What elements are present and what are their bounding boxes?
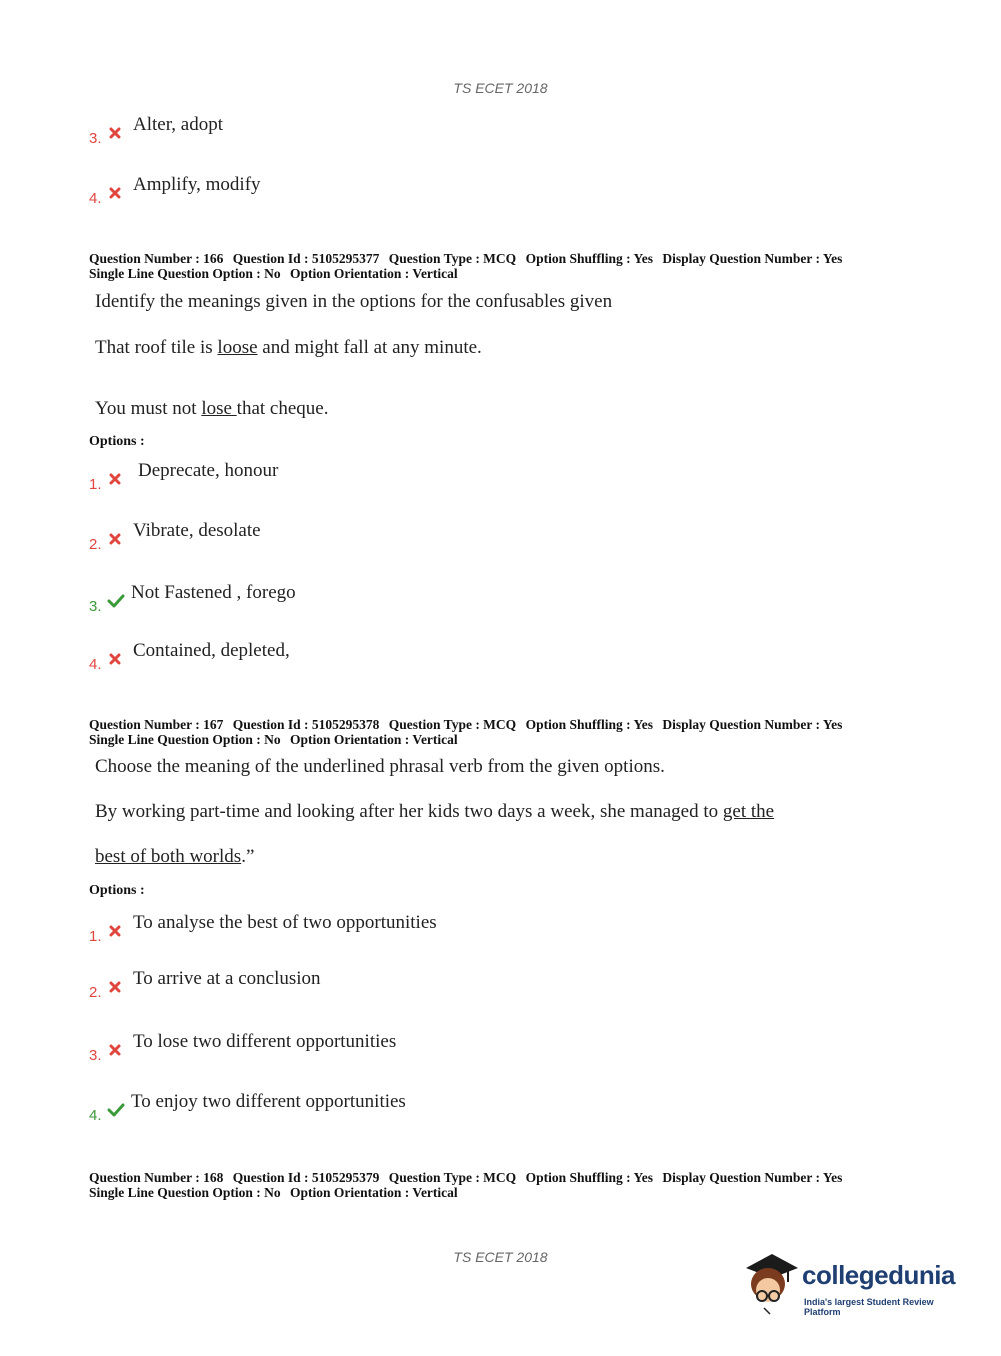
meta-field: Display Question Number : Yes — [662, 251, 843, 266]
meta-field: Single Line Question Option : No — [89, 732, 281, 747]
page-header: TS ECET 2018 — [453, 80, 548, 96]
question-166-instruction: Identify the meanings given in the options for the confusables given — [95, 291, 613, 312]
option-text: Vibrate, desolate — [133, 520, 261, 541]
cross-icon — [109, 980, 121, 998]
option-text: To arrive at a conclusion — [133, 968, 321, 989]
sentence-text: That roof tile is — [95, 337, 218, 358]
option-number: 1. — [89, 476, 102, 493]
cross-icon — [109, 652, 121, 670]
option-number: 2. — [89, 536, 102, 553]
meta-field: Option Orientation : Vertical — [290, 732, 458, 747]
logo-brand: collegedunia — [802, 1260, 955, 1290]
meta-field: Option Orientation : Vertical — [290, 1185, 458, 1200]
logo-tagline: India's largest Student Review Platform — [804, 1297, 934, 1317]
question-166-meta — [89, 251, 929, 281]
page-footer: TS ECET 2018 — [453, 1249, 548, 1265]
question-167-instruction: Choose the meaning of the underlined phrasal verb from the given options. — [95, 756, 665, 777]
cross-icon — [109, 532, 121, 550]
meta-field: Option Shuffling : Yes — [525, 717, 653, 732]
option-number: 4. — [89, 1107, 102, 1124]
underlined-phrase: best of both worlds — [95, 846, 242, 867]
cross-icon — [109, 186, 121, 204]
meta-field: Question Number : 167 — [89, 717, 224, 732]
meta-field: Option Orientation : Vertical — [290, 266, 458, 281]
option-number: 2. — [89, 984, 102, 1001]
option-number: 1. — [89, 928, 102, 945]
option-number: 3. — [89, 130, 102, 147]
question-166-sentence-1 — [95, 337, 482, 359]
option-text: To analyse the best of two opportunities — [133, 912, 437, 933]
underlined-phrase: get the — [722, 801, 775, 822]
option-text: Amplify, modify — [133, 174, 261, 195]
meta-field: Option Shuffling : Yes — [525, 1170, 653, 1185]
cross-icon — [109, 126, 121, 144]
cross-icon — [109, 924, 121, 942]
meta-field: Question Id : 5105295379 — [232, 1170, 380, 1185]
option-text: Alter, adopt — [133, 114, 223, 135]
meta-field: Single Line Question Option : No — [89, 266, 281, 281]
option-text: Contained, depleted, — [133, 640, 290, 661]
question-167-sentence-1 — [95, 801, 774, 823]
underlined-word: loose — [217, 337, 258, 358]
options-label: Options : — [89, 434, 145, 449]
sentence-text: By working part-time and looking after her kids two days a week, she managed to — [95, 801, 723, 822]
meta-field: Question Id : 5105295378 — [232, 717, 380, 732]
collegedunia-logo — [742, 1248, 972, 1318]
option-number: 4. — [89, 656, 102, 673]
question-166-sentence-2 — [95, 398, 328, 420]
option-text: To enjoy two different opportunities — [131, 1091, 406, 1112]
question-167-meta — [89, 717, 929, 747]
underlined-word: lose — [201, 398, 237, 419]
meta-field: Question Type : MCQ — [388, 717, 517, 732]
meta-field: Option Shuffling : Yes — [525, 251, 653, 266]
cross-icon — [109, 472, 121, 490]
checkmark-icon — [107, 1103, 125, 1122]
meta-field: Single Line Question Option : No — [89, 1185, 281, 1200]
mascot-icon — [742, 1248, 804, 1318]
meta-field: Question Type : MCQ — [388, 1170, 517, 1185]
question-167-sentence-2 — [95, 846, 254, 868]
option-number: 3. — [89, 598, 102, 615]
meta-field: Question Number : 168 — [89, 1170, 224, 1185]
sentence-text: and might fall at any minute. — [257, 337, 482, 358]
option-text: Not Fastened , forego — [131, 582, 296, 603]
meta-field: Display Question Number : Yes — [662, 717, 843, 732]
option-text: Deprecate, honour — [138, 460, 279, 481]
option-number: 3. — [89, 1047, 102, 1064]
meta-field: Display Question Number : Yes — [662, 1170, 843, 1185]
cross-icon — [109, 1043, 121, 1061]
checkmark-icon — [107, 594, 125, 613]
option-text: To lose two different opportunities — [133, 1031, 397, 1052]
meta-field: Question Id : 5105295377 — [232, 251, 380, 266]
question-168-meta — [89, 1170, 929, 1200]
options-label: Options : — [89, 883, 145, 898]
option-number: 4. — [89, 190, 102, 207]
sentence-text: You must not — [95, 398, 202, 419]
sentence-text: that cheque. — [236, 398, 329, 419]
meta-field: Question Type : MCQ — [388, 251, 517, 266]
sentence-text: .” — [241, 846, 255, 867]
meta-field: Question Number : 166 — [89, 251, 224, 266]
